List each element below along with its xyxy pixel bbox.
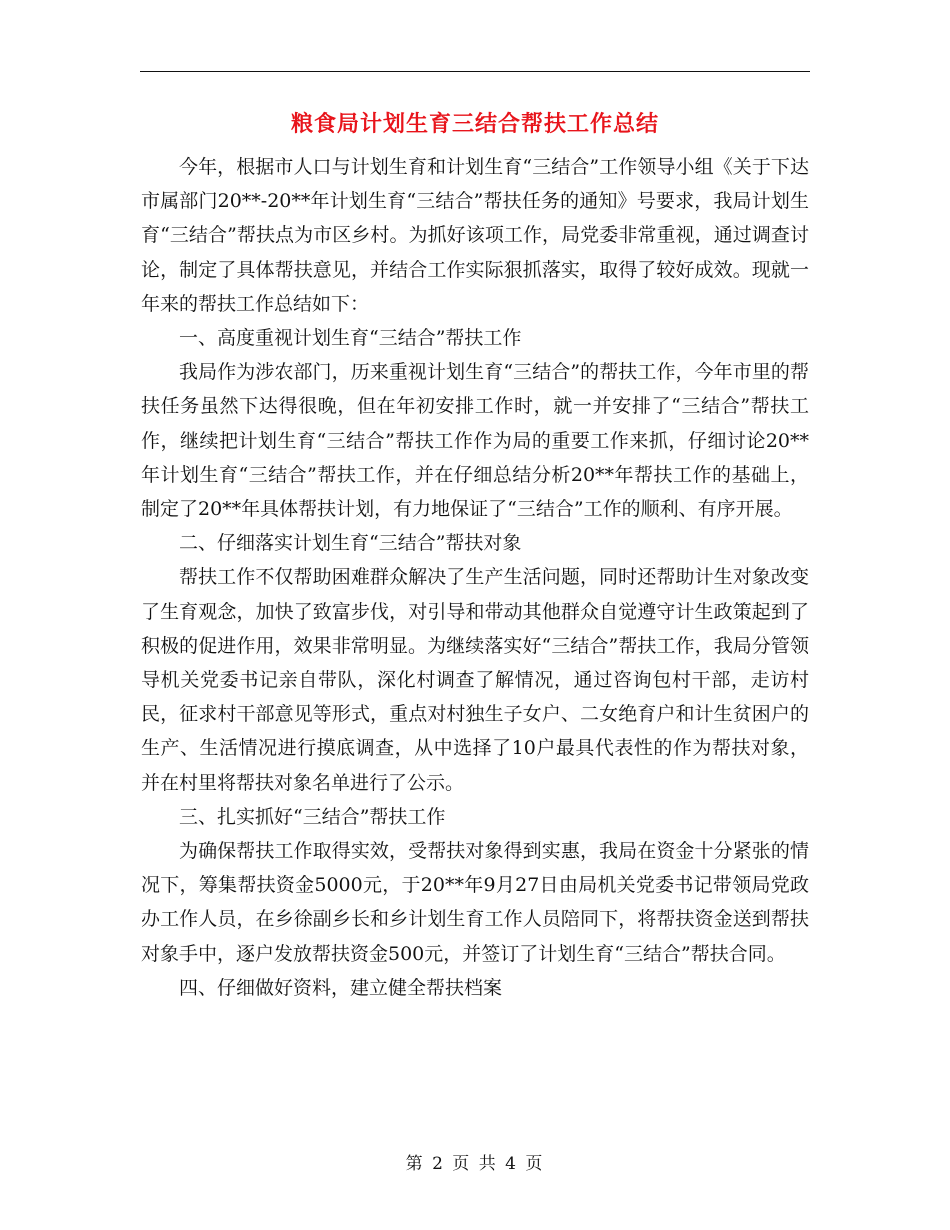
paragraph-section-1: 我局作为涉农部门，历来重视计划生育“三结合”的帮扶工作，今年市里的帮扶任务虽然下达得很晚，但在年初安排工作时，就一并安排了“三结合”帮扶工作，继续把计划生育“三结合”帮扶工作作为局的重要工作来抓，仔细讨论20**年计划生育“三结合”帮扶工作，并在仔细总结分析20**年帮扶工作的基础上，制定了20**年具体帮扶计划，有力地保证了“三结合”工作的顺利、有序开展。 [141,361,809,521]
section-heading-4: 四、仔细做好资料，建立健全帮扶档案 [179,976,503,999]
paragraph-intro: 今年，根据市人口与计划生育和计划生育“三结合”工作领导小组《关于下达市属部门20**-20**年计划生育“三结合”帮扶任务的通知》号要求，我局计划生育“三结合”帮扶点为市区乡村。为抓好该项工作，局党委非常重视，通过调查讨论，制定了具体帮扶意见，并结合工作实际狠抓落实，取得了较好成效。现就一年来的帮扶工作总结如下： [141,156,809,315]
paragraph-section-3: 为确保帮扶工作取得实效，受帮扶对象得到实惠，我局在资金十分紧张的情况下，筹集帮扶资金5000元，于20**年9月27日由局机关党委书记带领局党政办工作人员，在乡徐副乡长和乡计划生育工作人员陪同下，将帮扶资金送到帮扶对象手中，逐户发放帮扶资金500元，并签订了计划生育“三结合”帮扶合同。 [141,840,809,965]
document-title: 粮食局计划生育三结合帮扶工作总结 [290,112,659,137]
header-rule [140,71,810,72]
document-body [141,150,809,1005]
paragraph-section-2: 帮扶工作不仅帮助困难群众解决了生产生活问题，同时还帮助计生对象改变了生育观念，加快了致富步伐，对引导和带动其他群众自觉遵守计生政策起到了积极的促进作用，效果非常明显。为继续落实好“三结合”帮扶工作，我局分管领导机关党委书记亲自带队，深化村调查了解情况，通过咨询包村干部，走访村民，征求村干部意见等形式，重点对村独生子女户、二女绝育户和计生贫困户的生产、生活情况进行摸底调查，从中选择了10户最具代表性的作为帮扶对象，并在村里将帮扶对象名单进行了公示。 [141,566,809,794]
page-footer: 第 2 页 共 4 页 [405,1154,545,1174]
section-heading-3: 三、扎实抓好“三结合”帮扶工作 [179,805,446,828]
section-heading-2: 二、仔细落实计划生育“三结合”帮扶对象 [179,532,522,555]
section-heading-1: 一、高度重视计划生育“三结合”帮扶工作 [179,327,522,350]
